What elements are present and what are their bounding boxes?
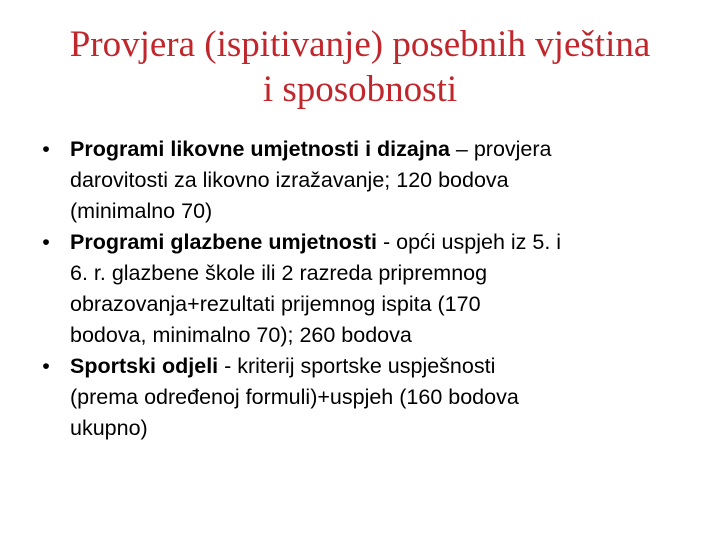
bullet-line: 6. r. glazbene škole ili 2 razreda pripremnog bbox=[70, 261, 488, 285]
bullet-item-music bbox=[36, 227, 696, 351]
bullet-list bbox=[36, 134, 696, 444]
bullet-line: (prema određenoj formuli)+uspjeh (160 bodova bbox=[70, 385, 519, 409]
slide-title-line-1: Provjera (ispitivanje) posebnih vještina bbox=[69, 24, 651, 65]
bullet-item-sports bbox=[36, 351, 696, 444]
bullet-text: – provjera bbox=[449, 137, 552, 161]
bullet-line: ukupno) bbox=[70, 416, 148, 440]
bullet-line: (minimalno 70) bbox=[70, 199, 213, 223]
bullet-line bbox=[70, 351, 696, 382]
bullet-heading: Programi likovne umjetnosti i dizajna bbox=[70, 137, 450, 161]
slide-title-line-2: i sposobnosti bbox=[262, 69, 458, 110]
bullet-dot: • bbox=[42, 137, 50, 161]
bullet-line: bodova, minimalno 70); 260 bodova bbox=[70, 323, 412, 347]
bullet-text: - opći uspjeh iz 5. i bbox=[377, 230, 562, 254]
bullet-heading: Sportski odjeli bbox=[70, 354, 219, 378]
bullet-dot: • bbox=[42, 354, 50, 378]
bullet-text: - kriterij sportske uspješnosti bbox=[218, 354, 496, 378]
bullet-dot: • bbox=[42, 230, 50, 254]
bullet-line: obrazovanja+rezultati prijemnog ispita (170 bbox=[70, 292, 481, 316]
slide-title bbox=[20, 22, 700, 112]
bullet-heading: Programi glazbene umjetnosti bbox=[70, 230, 378, 254]
bullet-line: darovitosti za likovno izražavanje; 120 bodova bbox=[70, 168, 509, 192]
bullet-item-art-design bbox=[36, 134, 696, 227]
bullet-line bbox=[70, 134, 696, 165]
bullet-line bbox=[70, 227, 696, 258]
